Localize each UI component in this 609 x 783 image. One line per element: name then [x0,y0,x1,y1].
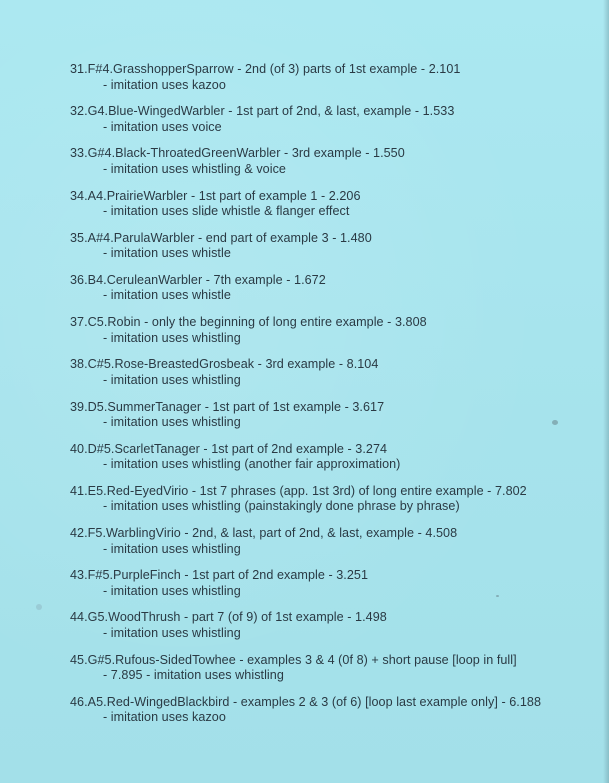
entry-note: - imitation uses kazoo [103,710,226,725]
entry-note: - imitation uses whistling (painstakingly done phrase by phrase) [103,499,460,514]
list-item [70,189,590,220]
entry-title: 37.C5.Robin - only the beginning of long entire example - 3.808 [70,315,427,330]
list-item [70,146,590,177]
entry-title: 31.F#4.GrasshopperSparrow - 2nd (of 3) parts of 1st example - 2.101 [70,62,461,76]
entry-note: - imitation uses whistling [103,372,241,387]
paper-speck [36,604,42,610]
list-item [70,273,590,304]
list-item [70,653,590,684]
list-item [70,442,590,473]
entry-title: 39.D5.SummerTanager - 1st part of 1st example - 3.617 [70,399,385,414]
entry-title: 32.G4.Blue-WingedWarbler - 1st part of 2nd, & last, example - 1.533 [70,104,455,119]
entry-title: 45.G#5.Rufous-SidedTowhee - examples 3 & 4 (0f 8) + short pause [loop in full] [70,652,517,667]
entry-note: - imitation uses whistling [103,415,241,429]
entry-title: 36.B4.CeruleanWarbler - 7th example - 1.672 [70,272,326,287]
entry-note: - imitation uses whistle [103,246,231,261]
list-item [70,610,590,641]
entry-title: 43.F#5.PurpleFinch - 1st part of 2nd example - 3.251 [70,568,369,583]
list-item [70,695,590,726]
entry-note: - imitation uses whistling [103,541,241,556]
entry-note: - imitation uses kazoo [103,77,226,92]
entry-title: 38.C#5.Rose-BreastedGrosbeak - 3rd example - 8.104 [70,357,379,372]
entry-note: - imitation uses whistling & voice [103,161,286,176]
entry-note: - imitation uses whistling [103,625,241,640]
entry-title: 44.G5.WoodThrush - part 7 (of 9) of 1st example - 1.498 [70,610,387,625]
entry-title: 33.G#4.Black-ThroatedGreenWarbler - 3rd example - 1.550 [70,146,405,161]
list-item [70,357,590,388]
entry-title: 40.D#5.ScarletTanager - 1st part of 2nd example - 3.274 [70,441,388,456]
entry-title: 46.A5.Red-WingedBlackbird - examples 2 & 3 (of 6) [loop last example only] - 6.188 [70,694,542,709]
page-edge-shadow [603,0,609,783]
entry-note: - imitation uses voice [103,119,222,134]
entry-title: 42.F5.WarblingVirio - 2nd, & last, part of 2nd, & last, example - 4.508 [70,526,458,541]
entry-note: - imitation uses whistling [103,330,241,345]
list-item [70,231,590,262]
list-item [70,104,590,135]
list-item [70,484,590,515]
list-item [70,315,590,346]
entry-note: - imitation uses whistle [103,288,231,303]
entry-note: - imitation uses whistling (another fair approximation) [103,457,401,472]
list-item [70,526,590,557]
entry-title: 34.A4.PrairieWarbler - 1st part of example 1 - 2.206 [70,188,361,203]
entry-note: - 7.895 - imitation uses whistling [103,668,284,683]
entry-title: 35.A#4.ParulaWarbler - end part of example 3 - 1.480 [70,230,372,245]
list-item [70,400,590,431]
entry-note: - imitation uses whistling [103,583,241,598]
entry-note: - imitation uses slide whistle & flanger effect [103,204,350,219]
list-item [70,568,590,599]
list-item [70,62,590,93]
bird-imitation-list [70,62,590,737]
entry-title: 41.E5.Red-EyedVirio - 1st 7 phrases (app. 1st 3rd) of long entire example - 7.802 [70,483,527,498]
